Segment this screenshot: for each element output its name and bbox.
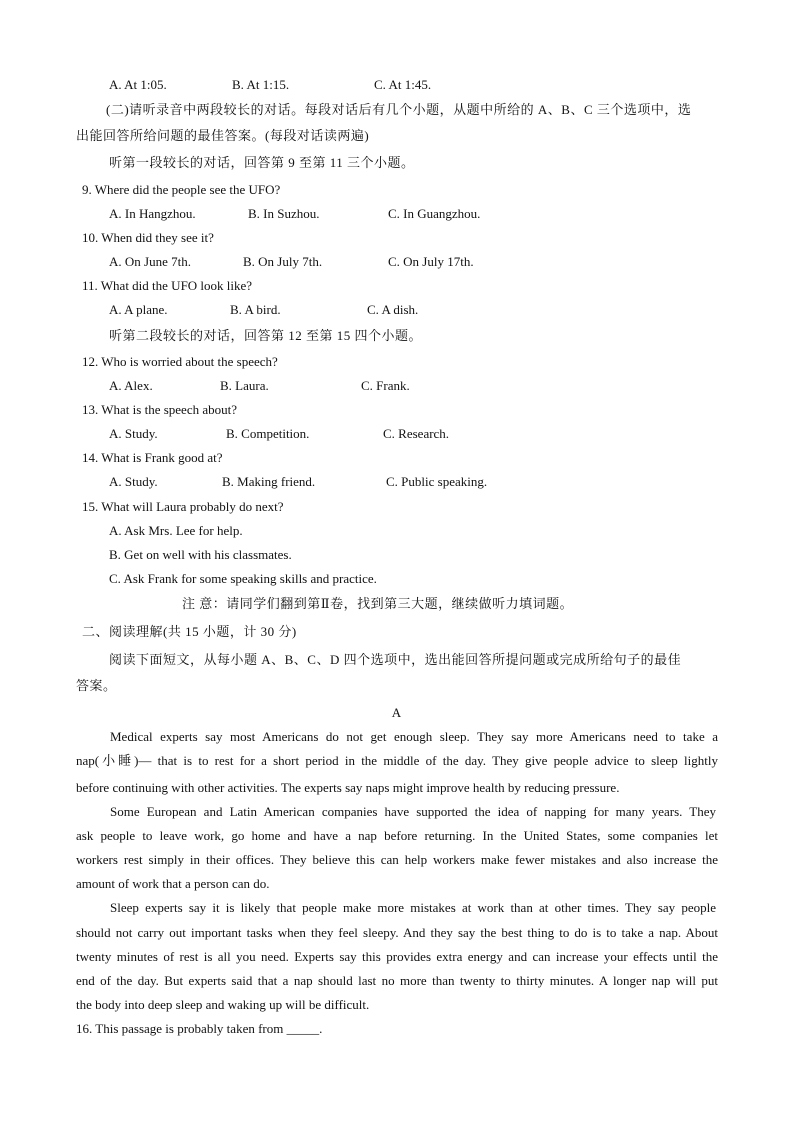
q12-option-b: B. Laura. [220,378,269,393]
q14-question: 14. What is Frank good at? [82,450,223,465]
q12-option-c: C. Frank. [361,378,410,393]
q9-question: 9. Where did the people see the UFO? [82,182,281,197]
q13-option-b: B. Competition. [226,426,310,441]
q10-option-a: A. On June 7th. [109,254,191,269]
part2-heading: 二、阅读理解(共 15 小题，计 30 分) [82,624,297,639]
q12-option-a: A. Alex. [109,378,153,393]
part2-instruction-line1: 阅读下面短文，从每小题 A、B、C、D 四个选项中，选出能回答所提问题或完成所给句子的最佳 [109,652,682,667]
part2-instruction-line2: 答案。 [76,678,117,693]
q11-option-c: C. A dish. [367,302,419,317]
q15-question: 15. What will Laura probably do next? [82,499,284,514]
passage-p1-line1: Medical experts say most Americans do not get enough sleep. They say more Americans need to take a [110,729,718,744]
q8-option-a: A. At 1:05. [109,77,167,92]
passage-p3-line1: Sleep experts say it is likely that people make more mistakes at work than at other times. They say people [110,900,716,915]
passage-p3-line2: should not carry out important tasks when they feel sleepy. And they say the best thing to do is to take a nap. About [76,925,718,940]
q10-option-c: C. On July 17th. [388,254,474,269]
section2-intro-line1: (二)请听录音中两段较长的对话。每段对话后有几个小题，从题中所给的 A、B、C 三个选项中，选 [106,102,692,117]
q15-option-c: C. Ask Frank for some speaking skills and practice. [109,571,377,586]
passage-p1-line3: before continuing with other activities. The experts say naps might improve health by reducing pressure. [76,780,620,795]
q9-option-c: C. In Guangzhou. [388,206,481,221]
q11-option-b: B. A bird. [230,302,281,317]
q10-option-b: B. On July 7th. [243,254,323,269]
q9-option-a: A. In Hangzhou. [109,206,196,221]
dialog1-instruction: 听第一段较长的对话，回答第 9 至第 11 三个小题。 [109,155,415,170]
q10-question: 10. When did they see it? [82,230,214,245]
passage-p2-line3: workers rest simply in their offices. They believe this can help workers make fewer mistakes and also increase the [76,852,718,867]
q9-option-b: B. In Suzhou. [248,206,320,221]
q15-option-a: A. Ask Mrs. Lee for help. [109,523,243,538]
q8-option-b: B. At 1:15. [232,77,290,92]
q14-option-c: C. Public speaking. [386,474,488,489]
passage-p3-line3: twenty minutes of rest is all you need. Experts say this provides extra energy and can increase your effects until the [76,949,718,964]
q12-question: 12. Who is worried about the speech? [82,354,278,369]
q14-option-a: A. Study. [109,474,158,489]
passage-p2-line1: Some European and Latin American companies have supported the idea of napping for many years. They [110,804,716,819]
q15-option-b: B. Get on well with his classmates. [109,547,292,562]
section2-intro-line2: 出能回答所给问题的最佳答案。(每段对话读两遍) [76,128,370,143]
passage-p1-line2: nap(小睡)— that is to rest for a short period in the middle of the day. They give people advice to sleep lightly [76,753,718,768]
q13-option-c: C. Research. [383,426,450,441]
q11-question: 11. What did the UFO look like? [82,278,253,293]
q16-question: 16. This passage is probably taken from _____. [76,1021,323,1036]
passage-p2-line2: ask people to leave work, go home and have a nap before returning. In the United States, some companies let [76,828,718,843]
q14-option-b: B. Making friend. [222,474,316,489]
q8-option-c: C. At 1:45. [374,77,432,92]
passage-label: A [391,705,402,720]
q13-question: 13. What is the speech about? [82,402,237,417]
dialog2-instruction: 听第二段较长的对话，回答第 12 至第 15 四个小题。 [109,328,423,343]
q13-option-a: A. Study. [109,426,158,441]
q11-option-a: A. A plane. [109,302,168,317]
passage-p2-line4: amount of work that a person can do. [76,876,270,891]
passage-p3-line4: end of the day. But experts said that a nap should last no more than twenty to thirty minutes. A longer nap will put [76,973,718,988]
passage-p3-line5: the body into deep sleep and waking up will be difficult. [76,997,370,1012]
listening-note: 注 意：请同学们翻到第Ⅱ卷，找到第三大题，继续做听力填词题。 [182,596,574,611]
